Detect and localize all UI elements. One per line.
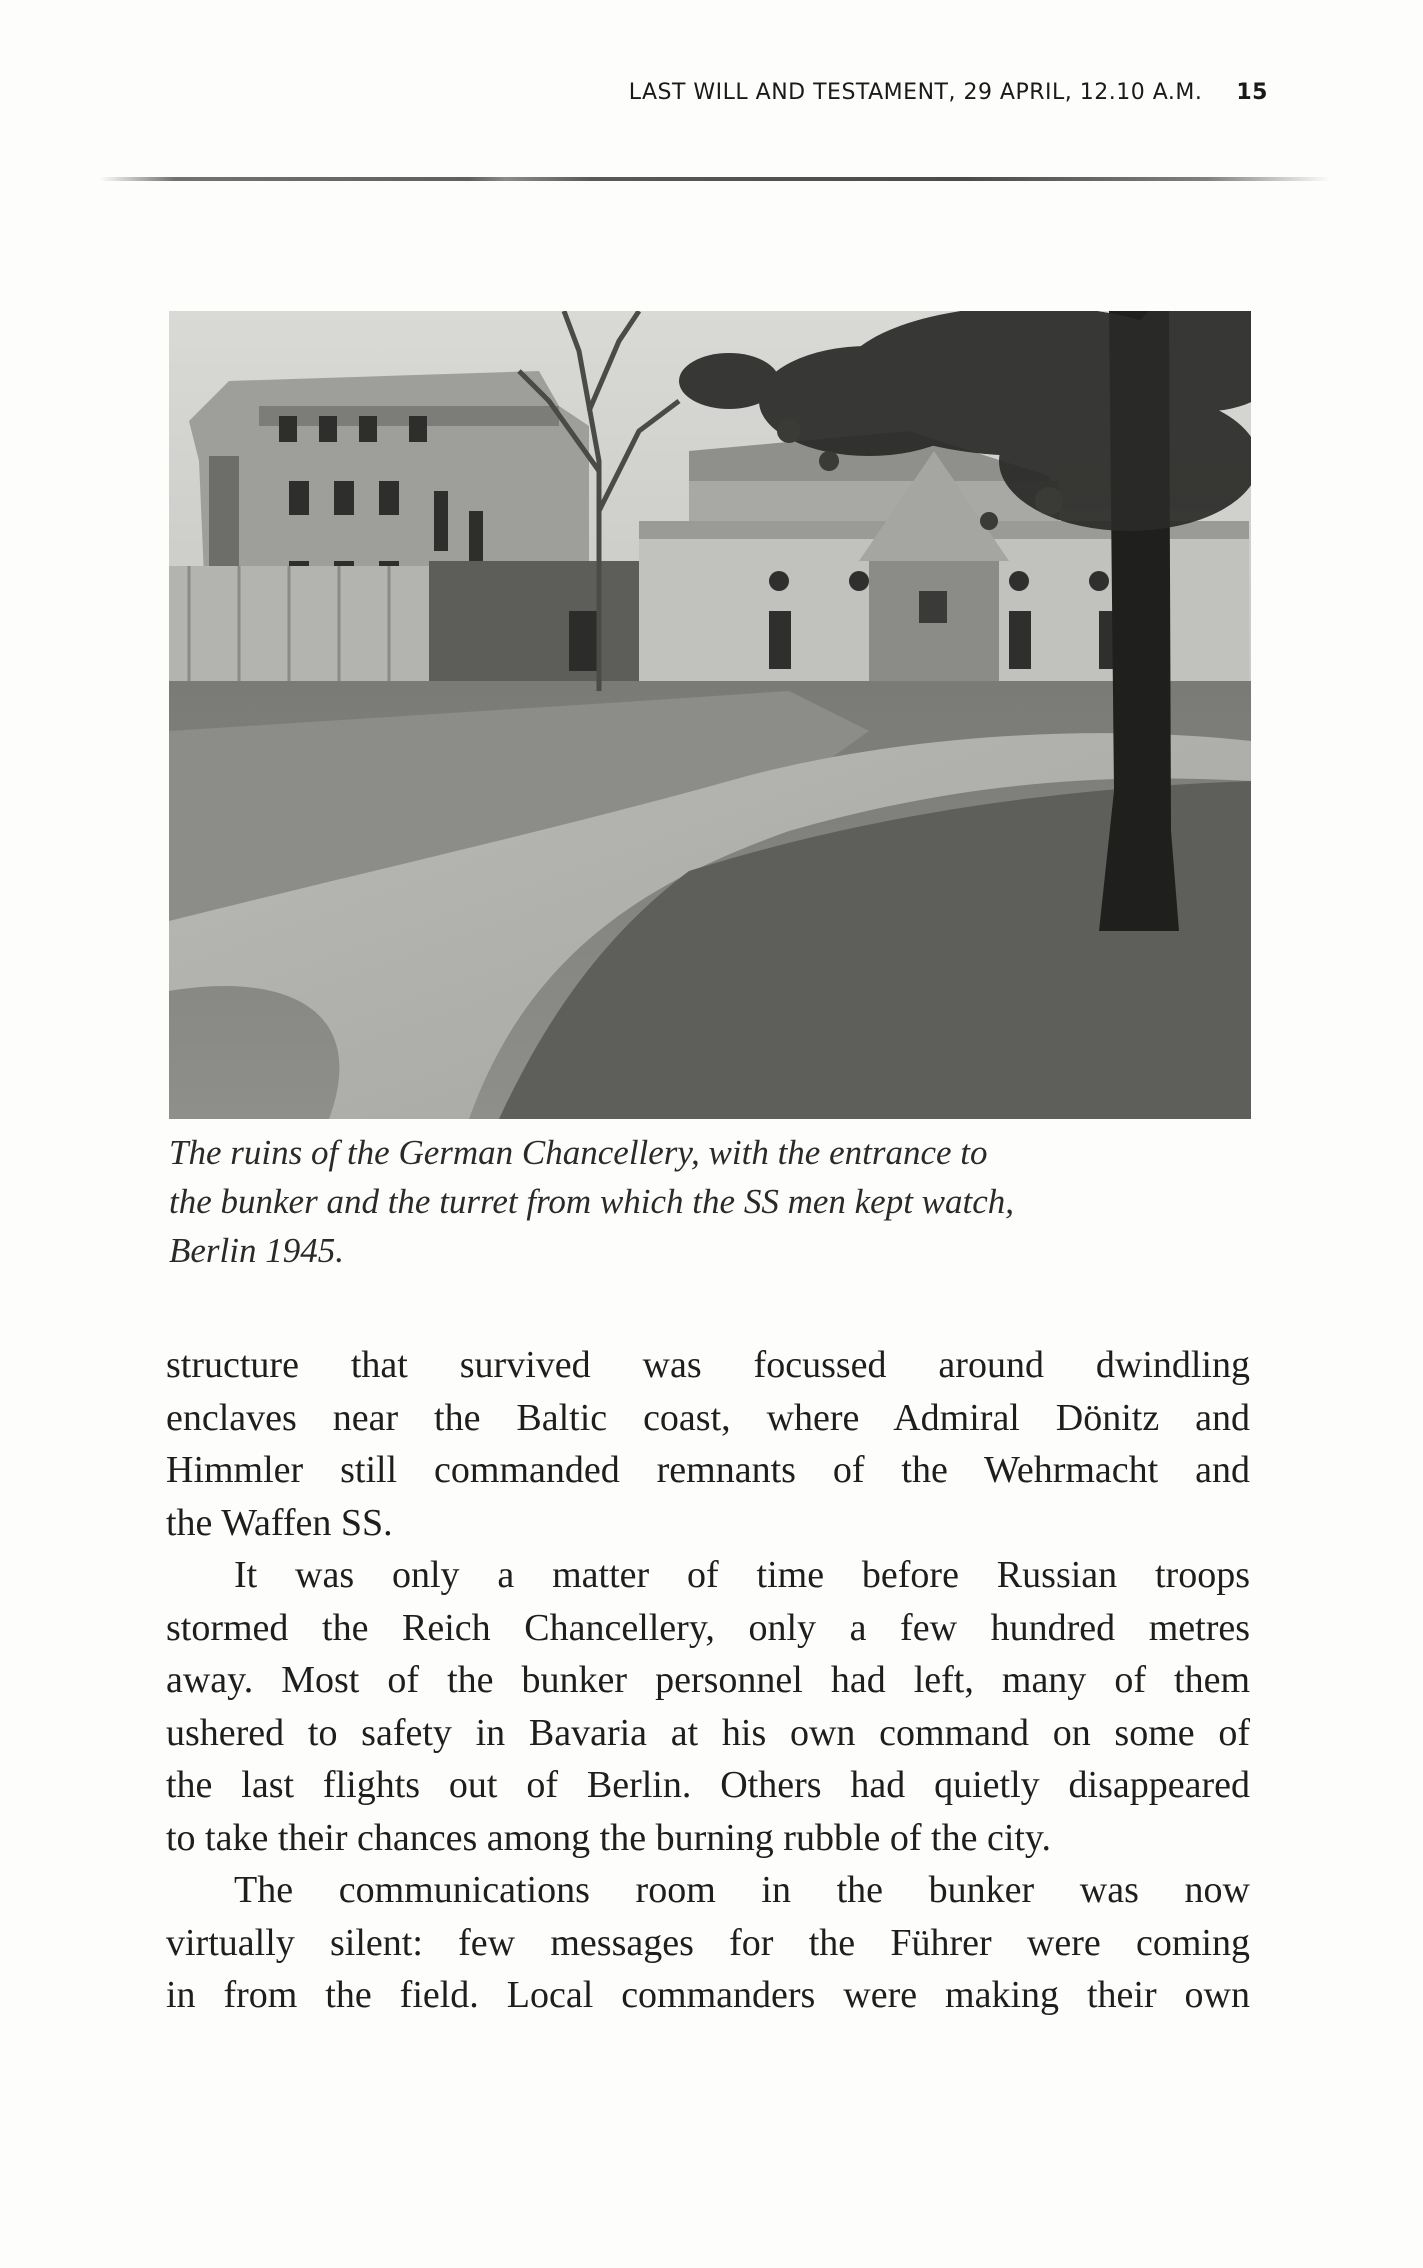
text-line: stormed the Reich Chancellery, only a few hundred metres — [166, 1606, 1250, 1649]
text-line: in from the field. Local commanders were making their own — [166, 1974, 1250, 2016]
text-line: virtually silent: few messages for the Führer were coming — [166, 1921, 1250, 1964]
text-line: structure that survived was focussed around dwindling — [166, 1344, 1250, 1386]
page-number: 15 — [1236, 80, 1268, 105]
body-text — [166, 1339, 1250, 2022]
caption-line: the bunker and the turret from which the SS men kept watch, — [169, 1182, 1015, 1221]
caption-line: The ruins of the German Chancellery, with the entrance to — [169, 1133, 988, 1172]
text-line: It was only a matter of time before Russian troops — [234, 1554, 1250, 1596]
photo-caption — [169, 1128, 1269, 1275]
paragraph — [166, 1339, 1250, 1549]
chancellery-ruins-photo — [169, 311, 1251, 1119]
text-line: the last flights out of Berlin. Others had quietly disappeared — [166, 1764, 1250, 1806]
paragraph — [166, 1549, 1250, 1864]
running-title: LAST WILL AND TESTAMENT, 29 APRIL, 12.10 A.M. — [628, 80, 1203, 105]
text-line: The communications room in the bunker was now — [234, 1869, 1250, 1911]
paragraph — [166, 1864, 1250, 2022]
text-line: the Waffen SS. — [166, 1501, 393, 1544]
header-rule — [100, 177, 1330, 181]
text-line: Himmler still commanded remnants of the Wehrmacht and — [166, 1449, 1250, 1491]
caption-line: Berlin 1945. — [169, 1231, 344, 1270]
text-line: away. Most of the bunker personnel had left, many of them — [166, 1659, 1250, 1701]
text-line: enclaves near the Baltic coast, where Admiral Dönitz and — [166, 1396, 1250, 1439]
text-line: ushered to safety in Bavaria at his own command on some of — [166, 1711, 1250, 1754]
running-head — [629, 80, 1268, 105]
text-line: to take their chances among the burning rubble of the city. — [166, 1816, 1051, 1859]
